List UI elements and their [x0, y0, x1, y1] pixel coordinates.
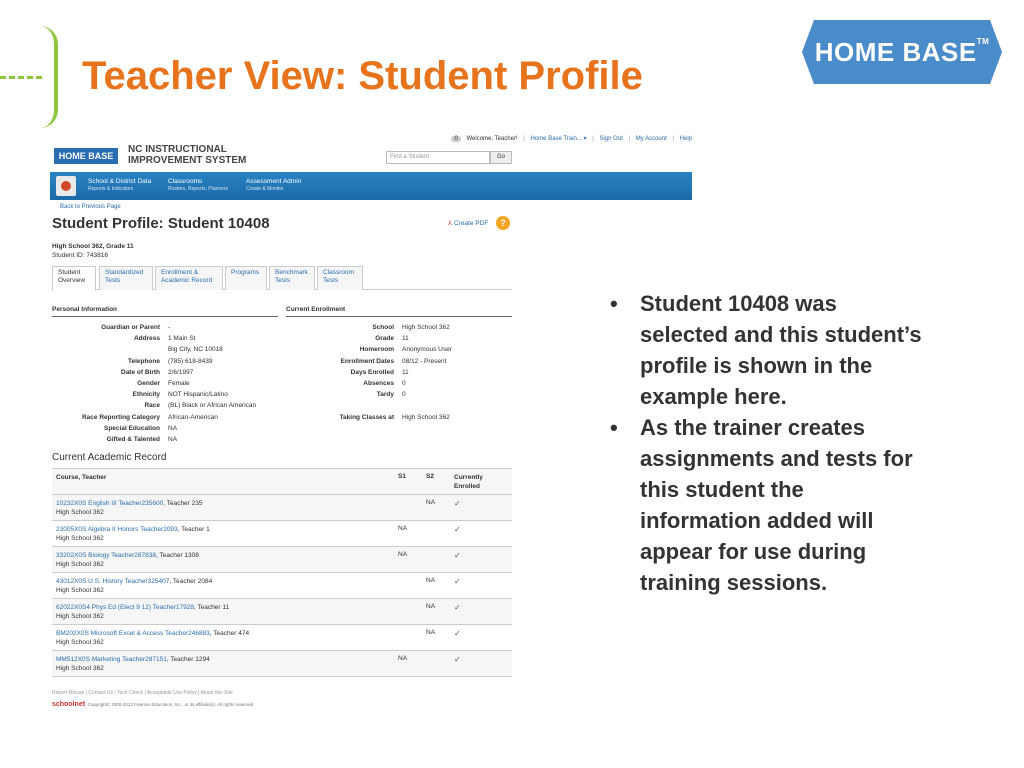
field-value: NOT Hispanic/Latino: [168, 391, 228, 399]
school-name: High School 362: [56, 535, 104, 542]
field-value: 0: [402, 380, 406, 387]
field-label: School: [372, 324, 394, 331]
student-profile-screenshot: [50, 132, 692, 714]
school-name: High School 362: [56, 509, 104, 516]
table-row: [52, 651, 512, 677]
green-dash-decoration: [0, 76, 42, 79]
academic-record-table: [52, 468, 512, 677]
field-label: Race: [144, 402, 160, 410]
tab-enrollment-academic[interactable]: [155, 266, 223, 290]
field-value: Anonymous User: [402, 346, 452, 354]
personal-info-heading: Personal Information: [52, 306, 278, 317]
course-link[interactable]: 33202X0S Biology Teacher287838: [56, 552, 156, 559]
logo-text: [802, 37, 1002, 68]
field-label: Grade: [375, 335, 394, 343]
s2-cell: NA: [426, 577, 436, 584]
nav-classrooms[interactable]: [168, 178, 228, 192]
create-pdf-label: Create PDF: [453, 220, 489, 227]
field-label: Race Reporting Category: [81, 413, 160, 421]
field-label: Days Enrolled: [350, 368, 394, 376]
tab-line2: Overview: [58, 277, 86, 284]
course-link[interactable]: 43012X0S U.S. History Teacher325407: [56, 578, 170, 585]
school-name: High School 362: [56, 587, 104, 594]
welcome-text: Welcome, Teacher!: [466, 136, 518, 142]
school-name: High School 362: [56, 561, 104, 568]
course-cell: [56, 629, 249, 647]
course-link[interactable]: 23005X0S Algebra II Honors Teacher2093: [56, 526, 178, 533]
create-pdf-link[interactable]: [448, 219, 488, 227]
nav-label: School & District Data: [88, 178, 152, 185]
table-row: [52, 521, 512, 547]
profile-tabs: [52, 266, 512, 290]
table-row: [52, 495, 512, 521]
bullet-dot: •: [610, 291, 618, 316]
field-value: 2/6/1997: [168, 368, 194, 376]
sign-out-link[interactable]: Sign Out: [599, 136, 623, 142]
col-enrolled-line2: Enrolled: [454, 483, 481, 490]
system-name-line1: NC INSTRUCTIONAL: [128, 144, 227, 155]
tab-student-overview[interactable]: [52, 266, 96, 291]
field-label: Homeroom: [359, 346, 394, 354]
field-value: 11: [402, 368, 409, 376]
field-label: Telephone: [127, 357, 160, 365]
student-id-line: Student ID: 743816: [52, 252, 109, 259]
course-cell: [56, 577, 212, 595]
col-s2-header: S2: [426, 473, 434, 480]
col-course-header: Course, Teacher: [56, 474, 107, 481]
teacher-name: , Teacher 1308: [156, 552, 199, 559]
tab-line1: Standardized: [105, 269, 144, 276]
back-to-previous-link[interactable]: Back to Previous Page: [60, 204, 121, 210]
s2-cell: NA: [426, 499, 436, 506]
tab-line1: Classroom: [323, 269, 355, 276]
nav-label: Classrooms: [168, 178, 203, 185]
system-name: [128, 144, 246, 166]
teacher-name: , Teacher 474: [209, 630, 250, 637]
check-icon: ✓: [454, 629, 461, 638]
copyright-text: Copyright© 2000-2013 Pearson Education, Inc., or its affiliate(s). All rights reserved.: [87, 702, 255, 707]
logo-wordmark: HOME BASE: [814, 37, 977, 67]
schoolnet-logo: schoolnet: [52, 701, 86, 708]
tab-benchmark-tests[interactable]: [269, 266, 315, 290]
table-body: [52, 495, 512, 677]
logo-trademark: TM: [976, 37, 990, 46]
tab-line1: Programs: [231, 269, 260, 276]
help-icon[interactable]: ?: [496, 216, 510, 230]
teacher-name: , Teacher 2084: [169, 578, 213, 585]
field-label: Gender: [137, 380, 160, 387]
field-value: (785) 618-8439: [168, 357, 213, 365]
school-grade-line: High School 362, Grade 11: [52, 243, 134, 250]
current-enrollment-heading: Current Enrollment: [286, 306, 512, 317]
check-icon: ✓: [454, 525, 461, 534]
my-account-link[interactable]: My Account: [635, 136, 667, 142]
tab-line1: Student: [58, 269, 81, 276]
find-student-input[interactable]: Find a Student: [386, 151, 490, 164]
nav-school-district-data[interactable]: [88, 178, 151, 192]
field-label: Absences: [363, 380, 394, 387]
field-value: NA: [168, 424, 178, 432]
pdf-icon: ⅄: [448, 220, 452, 227]
nav-assessment-admin[interactable]: [246, 178, 301, 192]
s1-cell: NA: [398, 525, 408, 532]
course-link[interactable]: BM202X0S Microsoft Excel & Access Teacher246883: [56, 630, 210, 637]
course-link[interactable]: 62022X0S4 Phys Ed (Elect 9 12) Teacher17928: [56, 604, 194, 611]
course-cell: [56, 655, 210, 673]
help-link[interactable]: Help: [679, 136, 692, 142]
field-label: Taking Classes at: [339, 413, 394, 421]
home-icon: [61, 181, 71, 191]
nav-sublabel: Reports & Indicators: [88, 186, 134, 192]
course-link[interactable]: 10232X0S English III Teacher235600: [56, 500, 164, 507]
s1-cell: NA: [398, 655, 408, 662]
green-bracket-decoration: [40, 26, 58, 128]
footer-copyright: [52, 701, 254, 708]
field-value: -: [168, 324, 171, 331]
nav-label: Assessment Admin: [246, 178, 302, 185]
teacher-name: , Teacher 11: [193, 604, 230, 611]
field-label: Enrollment Dates: [340, 357, 394, 365]
field-value: High School 362: [402, 413, 450, 421]
col-s1-header: S1: [398, 473, 406, 480]
bullet-text: Student 10408 was selected and this student’s profile is shown in the example here.: [640, 291, 922, 409]
field-label: Special Education: [104, 424, 160, 432]
field-label: Tardy: [376, 391, 394, 399]
system-name-line2: IMPROVEMENT SYSTEM: [128, 155, 247, 166]
table-row: [52, 547, 512, 573]
check-icon: ✓: [454, 551, 461, 560]
field-value: 11: [402, 335, 409, 343]
field-value: African-American: [168, 413, 218, 421]
check-icon: ✓: [454, 577, 461, 586]
bullet-text: As the trainer creates assignments and tests for this student the information added will appear for use during training sessions.: [640, 415, 913, 595]
field-label: Ethnicity: [132, 391, 160, 399]
tab-line2: Tests: [275, 277, 291, 284]
top-user-bar: 0 Welcome, Teacher! | Home Base Train... ▾ | Sign Out | My Account | Help: [451, 135, 692, 142]
field-value: 1 Main St: [168, 335, 196, 343]
slide-title: Teacher View: Student Profile: [82, 54, 643, 98]
table-header: [52, 469, 512, 495]
field-value: Big City, NC 10018: [168, 346, 223, 354]
field-value: (BL) Black or African American: [168, 402, 257, 410]
home-base-logo: [802, 20, 1002, 84]
field-label: Gifted & Talented: [106, 436, 160, 443]
school-menu-link[interactable]: Home Base Train... ▾: [530, 136, 587, 142]
field-value: NA: [168, 436, 178, 443]
table-row: [52, 625, 512, 651]
search-go-button[interactable]: Go: [490, 151, 512, 164]
table-row: [52, 599, 512, 625]
tab-line2: Tests: [323, 277, 339, 284]
course-cell: [56, 603, 229, 621]
academic-record-heading: Current Academic Record: [52, 452, 167, 463]
nav-sublabel: Create & Monitor: [246, 186, 284, 192]
field-label: Date of Birth: [121, 368, 160, 376]
check-icon: ✓: [454, 499, 461, 508]
teacher-name: , Teacher 235: [163, 500, 203, 507]
footer-links[interactable]: Report Misuse | Contact Us | Tech Check | Acceptable Use Policy | About this Site: [52, 690, 233, 696]
field-value: High School 362: [402, 324, 450, 331]
s1-cell: NA: [398, 551, 408, 558]
home-base-app-logo[interactable]: HOME BASE: [54, 148, 118, 164]
tab-line2: Academic Record: [161, 277, 213, 284]
table-row: [52, 573, 512, 599]
col-enrolled-header: [454, 473, 483, 491]
s2-cell: NA: [426, 603, 436, 610]
field-value: Female: [168, 380, 190, 387]
field-value: 08/12 - Present: [402, 357, 447, 365]
teacher-name: , Teacher 1: [177, 526, 210, 533]
tab-standardized-tests[interactable]: [99, 266, 153, 290]
course-cell: [56, 525, 210, 543]
field-label: Guardian or Parent: [101, 324, 160, 331]
tab-classroom-tests[interactable]: [317, 266, 363, 290]
tab-programs[interactable]: [225, 266, 267, 290]
teacher-name: , Teacher 1294: [166, 656, 210, 663]
course-cell: [56, 499, 203, 517]
tab-line2: Tests: [105, 277, 121, 284]
school-name: High School 362: [56, 613, 104, 620]
check-icon: ✓: [454, 655, 461, 664]
field-value: 0: [402, 391, 406, 399]
field-label: Address: [133, 335, 160, 343]
check-icon: ✓: [454, 603, 461, 612]
tab-line1: Benchmark: [275, 269, 308, 276]
home-button[interactable]: [56, 176, 76, 196]
nav-sublabel: Rosters, Reports, Planners: [168, 186, 229, 192]
profile-title: Student Profile: Student 10408: [52, 215, 270, 232]
school-name: High School 362: [56, 639, 104, 646]
course-cell: [56, 551, 199, 569]
tab-line1: Enrollment &: [161, 269, 199, 276]
s2-cell: NA: [426, 629, 436, 636]
school-name: High School 362: [56, 665, 104, 672]
main-nav-bar: [50, 172, 692, 200]
notification-badge[interactable]: 0: [451, 136, 460, 142]
course-link[interactable]: MM512X0S Marketing Teacher287151: [56, 656, 167, 663]
col-enrolled-line1: Currently: [454, 474, 483, 481]
bullet-dot: •: [610, 415, 618, 440]
